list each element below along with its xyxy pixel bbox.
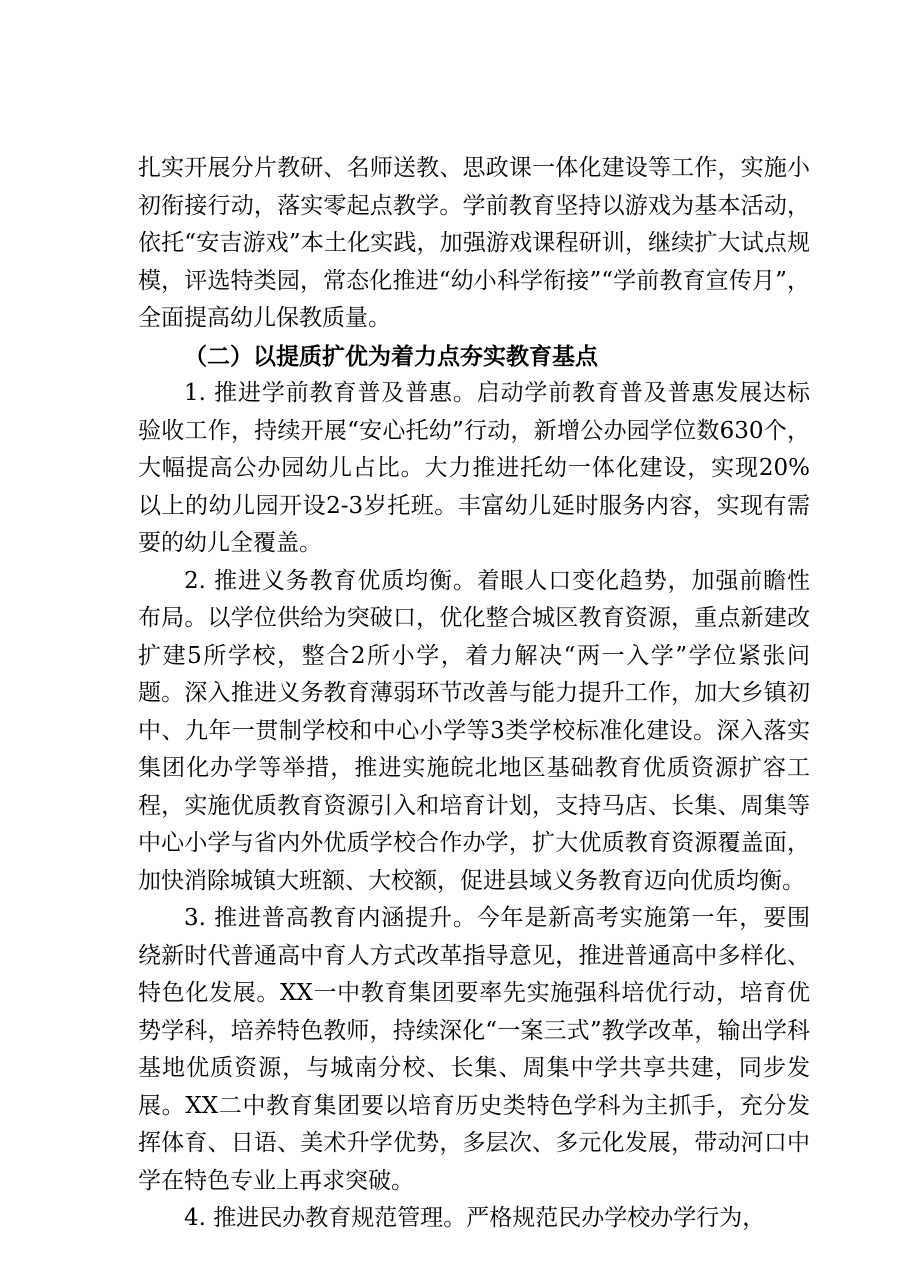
paragraph-high-school: 3. 推进普高教育内涵提升。今年是新高考实施第一年，要围绕新时代普通高中育人方式改革指导意见，推进普通高中多样化、特色化发展。XX一中教育集团要率先实施强科培优行动，培育优势学科，培养特色教师，持续深化“一案三式”教学改革，输出学科基地优质资源，与城南分校、长集、周集中学共享共建，同步发展。XX二中教育集团要以培育历史类特色学科为主抓手，充分发挥体育、日语、美术升学优势，多层次、多元化发展，带动河口中学在特色专业上再求突破。 bbox=[138, 905, 810, 1194]
paragraph-private-education: 4. 推进民办教育规范管理。严格规范民办学校办学行为， bbox=[184, 1205, 766, 1231]
section-heading: （二）以提质扩优为着力点夯实教育基点 bbox=[184, 342, 598, 370]
paragraph-preschool: 1. 推进学前教育普及普惠。启动学前教育普及普惠发展达标验收工作，持续开展“安心托幼”行动，新增公办园学位数630个，大幅提高公办园幼儿占比。大力推进托幼一体化建设，实现20%以上的幼儿园开设2-3岁托班。丰富幼儿延时服务内容，实现有需要的幼儿全覆盖。 bbox=[138, 380, 810, 556]
document-body bbox=[138, 150, 810, 1238]
paragraph-continuation: 扎实开展分片教研、名师送教、思政课一体化建设等工作，实施小初衔接行动，落实零起点教学。学前教育坚持以游戏为基本活动，依托“安吉游戏”本土化实践，加强游戏课程研训，继续扩大试点规模，评选特类园，常态化推进“幼小科学衔接”“学前教育宣传月”，全面提高幼儿保教质量。 bbox=[138, 155, 810, 331]
paragraph-compulsory: 2. 推进义务教育优质均衡。着眼人口变化趋势，加强前瞻性布局。以学位供给为突破口，优化整合城区教育资源，重点新建改扩建5所学校，整合2所小学，着力解决“两一入学”学位紧张问题。深入推进义务教育薄弱环节改善与能力提升工作，加大乡镇初中、九年一贯制学校和中心小学等3类学校标准化建设。深入落实集团化办学等举措，推进实施皖北地区基础教育优质资源扩容工程，实施优质教育资源引入和培育计划，支持马店、长集、周集等中心小学与省内外优质学校合作办学，扩大优质教育资源覆盖面，加快消除城镇大班额、大校额，促进县域义务教育迈向优质均衡。 bbox=[138, 567, 810, 894]
